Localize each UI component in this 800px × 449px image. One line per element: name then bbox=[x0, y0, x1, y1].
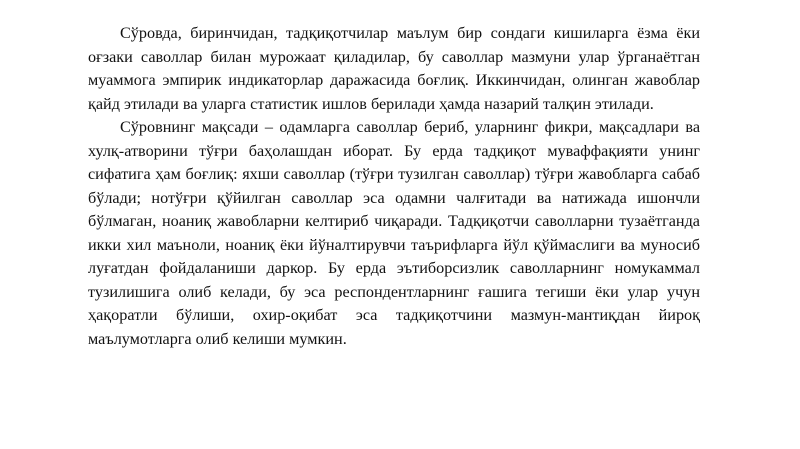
document-page bbox=[88, 22, 700, 351]
paragraph-2: Сўровнинг мақсади – одамларга саволлар бериб, уларнинг фикри, мақсадлари ва хулқ-атворини тўғри баҳолашдан иборат. Бу ерда тадқиқот муваффақияти унинг сифатига ҳам боғлиқ: яхши саволлар (тўғри тузилган саволлар) тўғри жавобларга сабаб бўлади; нотўғри қўйилган саволлар эса одамни чалғитади ва натижада ишончли бўлмаган, ноаниқ жавобларни келтириб чиқаради. Тадқиқотчи саволларни тузаётганда икки хил маъноли, ноаниқ ёки йўналтирувчи таърифларга йўл қўймаслиги ва муносиб луғатдан фойдаланиши даркор. Бу ерда эътиборсизлик саволларнинг номукаммал тузилишига олиб келади, бу эса респондентларнинг ғашига тегиши ёки улар учун ҳақоратли бўлиши, охир-оқибат эса тадқиқотчини мазмун-мантиқдан йироқ маълумотларга олиб келиши мумкин. bbox=[88, 118, 700, 348]
paragraph-1: Сўровда, биринчидан, тадқиқотчилар маълум бир сондаги кишиларга ёзма ёки оғзаки саволлар билан мурожаат қиладилар, бу саволлар мазмуни улар ўрганаётган муаммога эмпирик индикаторлар даражасида боғлиқ. Иккинчидан, олинган жавоблар қайд этилади ва уларга статистик ишлов берилади ҳамда назарий талқин этилади. bbox=[88, 24, 700, 113]
